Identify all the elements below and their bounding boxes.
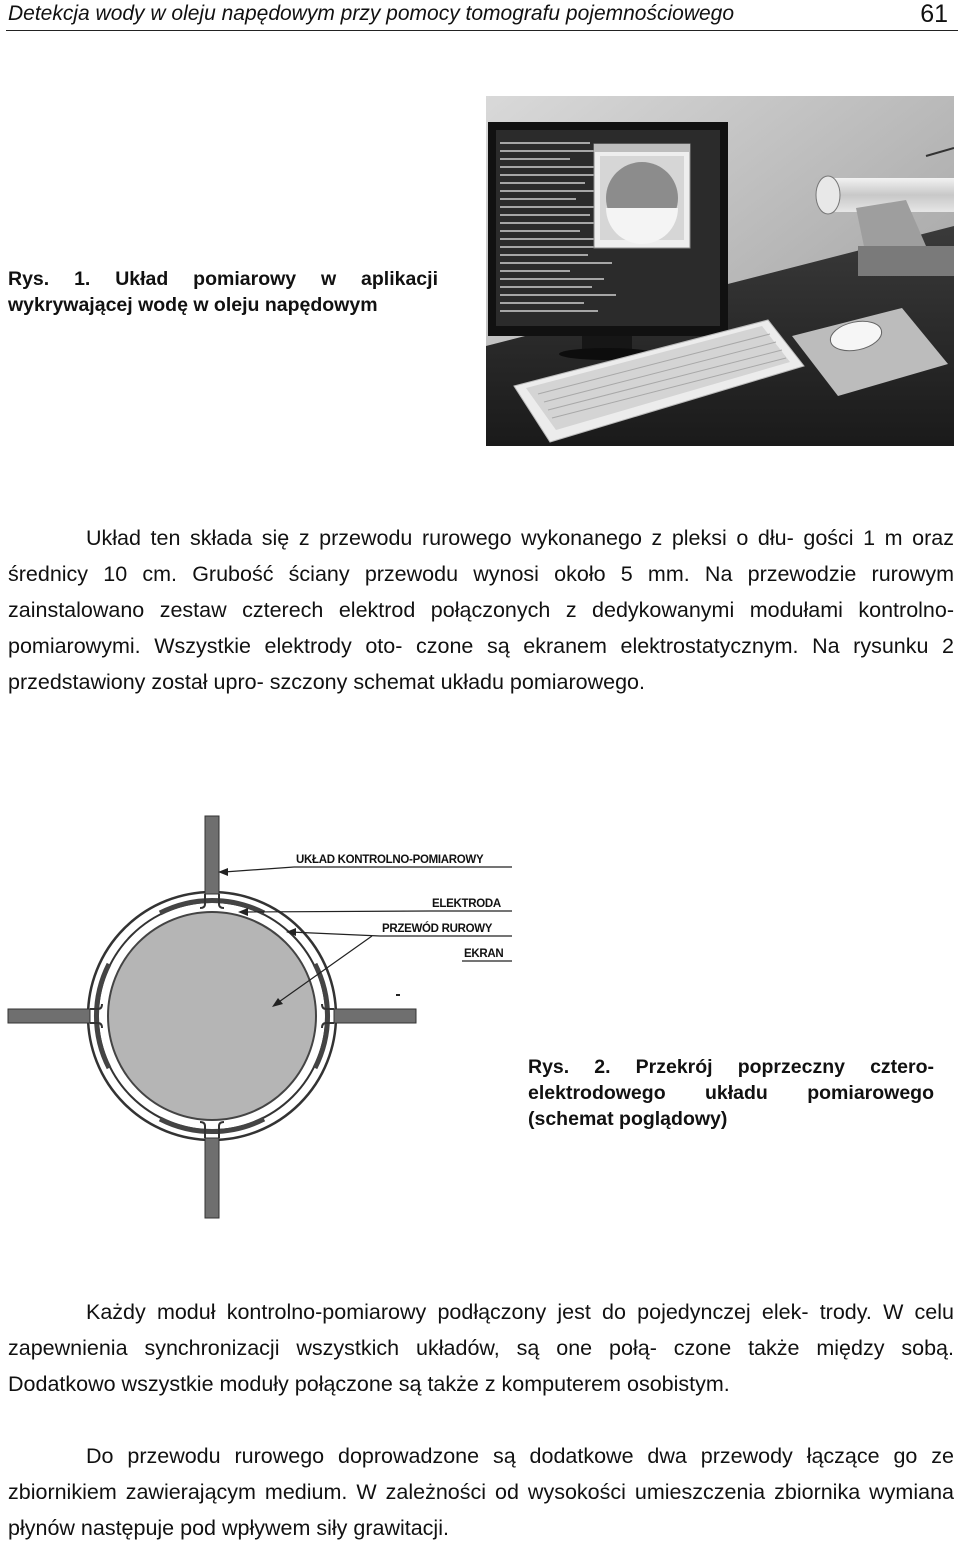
- label-screen: EKRAN: [464, 948, 504, 960]
- monitor: [488, 122, 728, 360]
- figure-2-caption-line-2: elektrodowego układu pomiarowego: [528, 1082, 934, 1104]
- paragraph-2-text: Każdy moduł kontrolno-pomiarowy podłączony jest do pojedynczej elek- trody. W celu zapewnienia synchronizacji wszystkich układów, są one połą- czone także między sobą. Dodatkowo wszystkie moduły połączone są także z komputerem osobistym.: [8, 1300, 954, 1396]
- paragraph-3-text: Do przewodu rurowego doprowadzone są dodatkowe dwa przewody łączące go ze zbiornikiem zawierającym medium. W zależności od wysokości umieszczenia zbiornika wymiana płynów następuje pod wpływem siły grawitacji.: [8, 1444, 954, 1540]
- label-module: UKŁAD KONTROLNO-POMIAROWY: [296, 854, 484, 866]
- figure-1-photo: [486, 96, 954, 446]
- figure-2-diagram: [0, 808, 530, 1224]
- header-divider: [6, 30, 958, 31]
- figure-2-caption-line-1: Rys. 2. Przekrój poprzeczny cztero-: [528, 1056, 934, 1078]
- figure-1-caption: [8, 266, 438, 318]
- figure-1-caption-line-2: wykrywającej wodę w oleju napędowym: [8, 294, 378, 316]
- label-electrode: ELEKTRODA: [432, 898, 501, 910]
- figure-1-caption-line-1: Rys. 1. Układ pomiarowy w aplikacji: [8, 268, 438, 290]
- pipe-cross-section: [108, 912, 316, 1120]
- leader-electrode: [242, 911, 430, 912]
- page-number: 61: [920, 0, 948, 28]
- paragraph-1-text: Układ ten składa się z przewodu rurowego wykonanego z pleksi o dłu- gości 1 m oraz średnicy 10 cm. Grubość ściany przewodu wynosi około 5 mm. Na przewodzie rurowym zainstalowano zestaw czterech elektrod połączonych z dedykowanymi modułami kontrolno-pomiarowymi. Wszystkie elektrody oto- czone są ekranem elektrostatycznym. Na rysunku 2 przedstawiony został upro- szczony schemat układu pomiarowego.: [8, 526, 954, 694]
- leader-module: [224, 867, 294, 872]
- figure-2-caption-line-3: (schemat poglądowy): [528, 1108, 728, 1130]
- paragraph-1: [8, 520, 954, 700]
- paragraph-3: [8, 1438, 954, 1546]
- running-header-title: Detekcja wody w oleju napędowym przy pomocy tomografu pojemnościowego: [8, 2, 735, 25]
- label-pipe: PRZEWÓD RUROWY: [382, 923, 493, 935]
- figure-2-caption: [528, 1054, 934, 1132]
- paragraph-2: [8, 1294, 954, 1402]
